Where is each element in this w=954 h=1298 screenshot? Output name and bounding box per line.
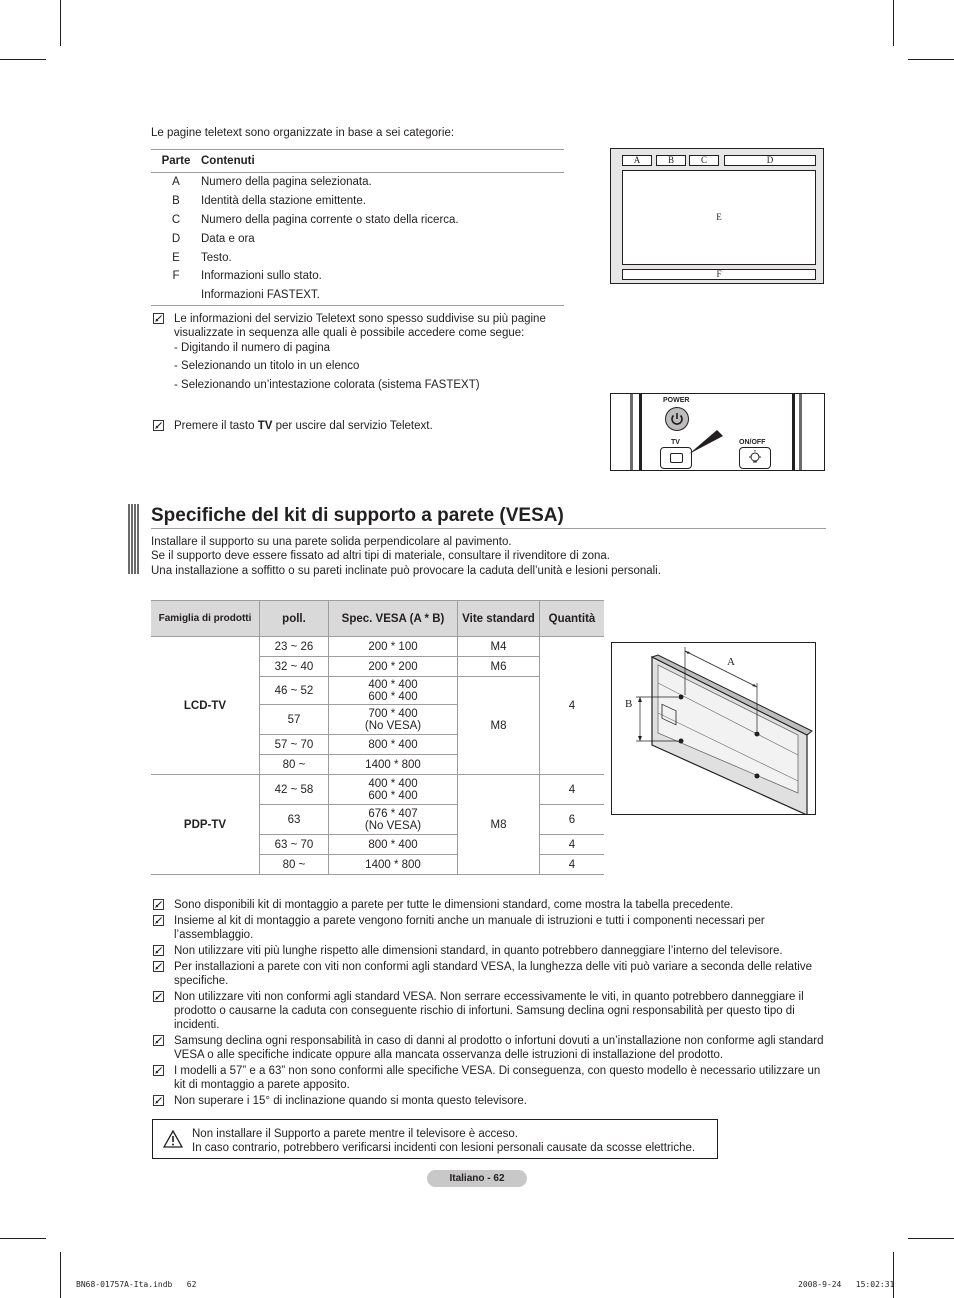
vesa-cell: 676 * 407 (No VESA) [329,805,458,835]
note-item-text: Selezionando un titolo in un elenco [181,360,360,372]
part-letter: A [172,176,180,189]
install-line: Una installazione a soffitto o su pareti inclinate può provocare la caduta dell’unità e lesioni personali. [151,565,661,577]
tv-icon [670,453,683,463]
note-icon [153,1065,164,1076]
note-text: Non superare i 15° di inclinazione quando si monta questo televisore. [174,1095,528,1107]
size-cell: 57 [260,705,329,735]
notes-list [151,898,826,1110]
quantity-cell: 4 [540,775,605,805]
note-text: Non utilizzare viti non conformi agli standard VESA. Non serrare eccessivamente le viti, in quanto potrebbero danneggiare il prodotto o causarne la caduta con conseguente rischio di infortuni. Samsung declina ogni responsabilità per questo tipo di incidenti. [174,991,804,1031]
part-letter [151,286,201,305]
teletext-box-f: F [622,269,816,280]
header-vite: Vite standard [458,601,540,637]
footer-file: BN68-01757A-Ita.indb 62 [76,1280,197,1289]
teletext-box-b: B [656,155,686,166]
warning-box [152,1119,718,1159]
note-item [151,898,826,912]
note-item [151,944,826,958]
part-letter: F [172,270,180,283]
dimension-label-a: A [727,656,735,668]
teletext-box-e: E [622,170,816,265]
tv-key-label: TV [257,420,273,432]
vesa-cell: 200 * 200 [329,657,458,677]
note-icon [153,991,164,1002]
onoff-label: ON/OFF [739,439,766,446]
header-contenuti: Contenuti [201,150,564,173]
table-row [151,211,564,230]
page-number-badge: Italiano - 62 [427,1170,527,1187]
header-poll: poll. [260,601,329,637]
size-cell: 80 ~ [260,855,329,875]
note-icon [153,915,164,926]
note-icon [153,1095,164,1106]
part-letter: B [172,195,180,208]
header-parte: Parte [151,150,201,173]
note-item-text: Selezionando un’intestazione colorata (sistema FASTEXT) [181,379,480,391]
table-row [151,637,604,657]
note-item [151,1034,826,1062]
crop-mark [893,0,894,46]
note-icon [153,1035,164,1046]
part-letter: C [171,213,181,226]
vesa-cell: 700 * 400 (No VESA) [329,705,458,735]
wall-mount-diagram [611,642,816,815]
crop-mark [60,1252,61,1298]
table-header-row [151,601,604,637]
table-row [151,229,564,248]
note-item [151,914,826,942]
header-spec-vesa: Spec. VESA (A * B) [329,601,458,637]
part-letter: D [171,232,181,245]
crop-mark [908,1238,954,1239]
vesa-spec-table [151,600,604,875]
screw-cell: M4 [458,637,540,657]
note-item-text: Digitando il numero di pagina [181,342,330,354]
crop-mark [893,1252,894,1298]
part-content: Numero della pagina selezionata. [201,176,372,189]
size-cell: 63 ~ 70 [260,835,329,855]
family-pdp: PDP-TV [151,775,260,875]
vesa-cell: 400 * 400 600 * 400 [329,775,458,805]
note-item [151,1064,826,1092]
size-cell: 42 ~ 58 [260,775,329,805]
size-cell: 63 [260,805,329,835]
vesa-cell: 800 * 400 [329,835,458,855]
note-text: Sono disponibili kit di montaggio a parete per tutte le dimensioni standard, come mostra la tabella precedente. [174,899,734,911]
note-item [151,1094,826,1108]
remote-illustration [610,393,825,471]
vesa-cell: 1400 * 800 [329,755,458,775]
pointer-arrow-icon [687,428,727,458]
size-cell: 23 ~ 26 [260,637,329,657]
part-content: Informazioni FASTEXT. [201,289,320,302]
family-lcd: LCD-TV [151,637,260,775]
note-item: - Selezionando un’intestazione colorata (sistema FASTEXT) [174,379,480,391]
warning-line: In caso contrario, potrebbero verificarsi incidenti con lesioni personali causate da scosse elettriche. [192,1142,696,1154]
size-cell: 80 ~ [260,755,329,775]
part-content: Testo. [201,251,232,264]
header-famiglia: Famiglia di prodotti [151,601,260,637]
vesa-cell: 400 * 400 600 * 400 [329,677,458,705]
crop-mark [0,1238,46,1239]
onoff-button [739,447,771,469]
note-icon [153,961,164,972]
part-content: Data e ora [201,232,255,245]
quantity-cell: 6 [540,805,605,835]
section-underline [151,528,826,529]
table-row [151,192,564,211]
vesa-cell: 1400 * 800 [329,855,458,875]
section-bar [128,504,140,574]
note-text-before: Premere il tasto [174,420,258,432]
power-button [665,407,689,431]
screw-cell: M6 [458,657,540,677]
table-row [151,173,564,192]
teletext-parts-table [151,149,564,306]
quantity-cell: 4 [540,855,605,875]
note-item: - Selezionando un titolo in un elenco [174,360,360,372]
warning-line: Non installare il Supporto a parete mentre il televisore è acceso. [192,1128,519,1140]
table-header-row [151,150,564,173]
teletext-box-c: C [689,155,719,166]
table-row [151,267,564,286]
note-exit-teletext [174,419,433,433]
teletext-box-d: D [724,155,816,166]
light-bulb-icon [740,448,770,468]
power-icon [666,408,688,430]
vesa-cell: 200 * 100 [329,637,458,657]
note-icon [153,420,164,431]
note-text-after: per uscire dal servizio Teletext. [272,420,433,432]
footer-timestamp: 2008-9-24 15:02:31 [798,1280,895,1289]
note-text: I modelli a 57” e a 63” non sono conformi alle specifiche VESA. Di conseguenza, con questo modello è necessario utilizzare un kit di montaggio a parete apposito. [174,1065,821,1091]
crop-mark [908,59,954,60]
section-title: Specifiche del kit di supporto a parete (VESA) [151,505,564,526]
size-cell: 32 ~ 40 [260,657,329,677]
install-line: Se il supporto deve essere fissato ad altri tipi di materiale, consultare il rivenditore di zona. [151,550,610,562]
part-content: Identità della stazione emittente. [201,195,366,208]
note-text: Per installazioni a parete con viti non conformi agli standard VESA, la lunghezza delle viti può variare a seconda delle relative specifiche. [174,961,812,987]
table-row [151,286,564,305]
size-cell: 46 ~ 52 [260,677,329,705]
table-row [151,775,604,805]
note-icon [153,899,164,910]
quantity-cell: 4 [540,637,605,775]
remote-edge [630,393,633,471]
note-text: Samsung declina ogni responsabilità in caso di danni al prodotto o infortuni dovuti a un’installazione non conforme agli standard VESA o alle specifiche indicate oppure alla mancata osservanza delle istruzioni di installazione del prodotto. [174,1035,824,1061]
quantity-cell: 4 [540,835,605,855]
warning-icon [163,1130,183,1148]
intro-text: Le pagine teletext sono organizzate in base a sei categorie: [151,127,455,139]
note-teletext-pages: Le informazioni del servizio Teletext sono spesso suddivise su più pagine visualizzate in sequenza alle quali è possibile accedere come segue: [174,313,546,339]
note-icon [153,945,164,956]
screw-cell: M8 [458,775,540,875]
part-letter: E [172,251,180,264]
size-cell: 57 ~ 70 [260,735,329,755]
note-text: Insieme al kit di montaggio a parete vengono forniti anche un manuale di istruzioni e tutti i componenti necessari per l’assemblaggio. [174,915,765,941]
table-row [151,248,564,267]
note-item: - Digitando il numero di pagina [174,342,330,354]
part-content: Numero della pagina corrente o stato della ricerca. [201,213,459,226]
teletext-diagram [610,148,824,284]
tv-label: TV [671,439,680,446]
part-content: Informazioni sullo stato. [201,270,322,283]
note-text: Non utilizzare viti più lunghe rispetto alle dimensioni standard, in quanto potrebbero danneggiare l’interno del televisore. [174,945,783,957]
vesa-cell: 800 * 400 [329,735,458,755]
power-label: POWER [663,397,690,404]
crop-mark [60,0,61,46]
note-item [151,990,826,1032]
tv-back-illustration [612,643,815,814]
dimension-label-b: B [625,698,633,710]
install-line: Installare il supporto su una parete solida perpendicolare al pavimento. [151,536,512,548]
remote-edge [799,393,802,471]
crop-mark [0,59,46,60]
screw-cell: M8 [458,677,540,775]
note-item [151,960,826,988]
note-icon [153,313,164,324]
teletext-box-a: A [622,155,652,166]
header-quantita: Quantità [540,601,605,637]
